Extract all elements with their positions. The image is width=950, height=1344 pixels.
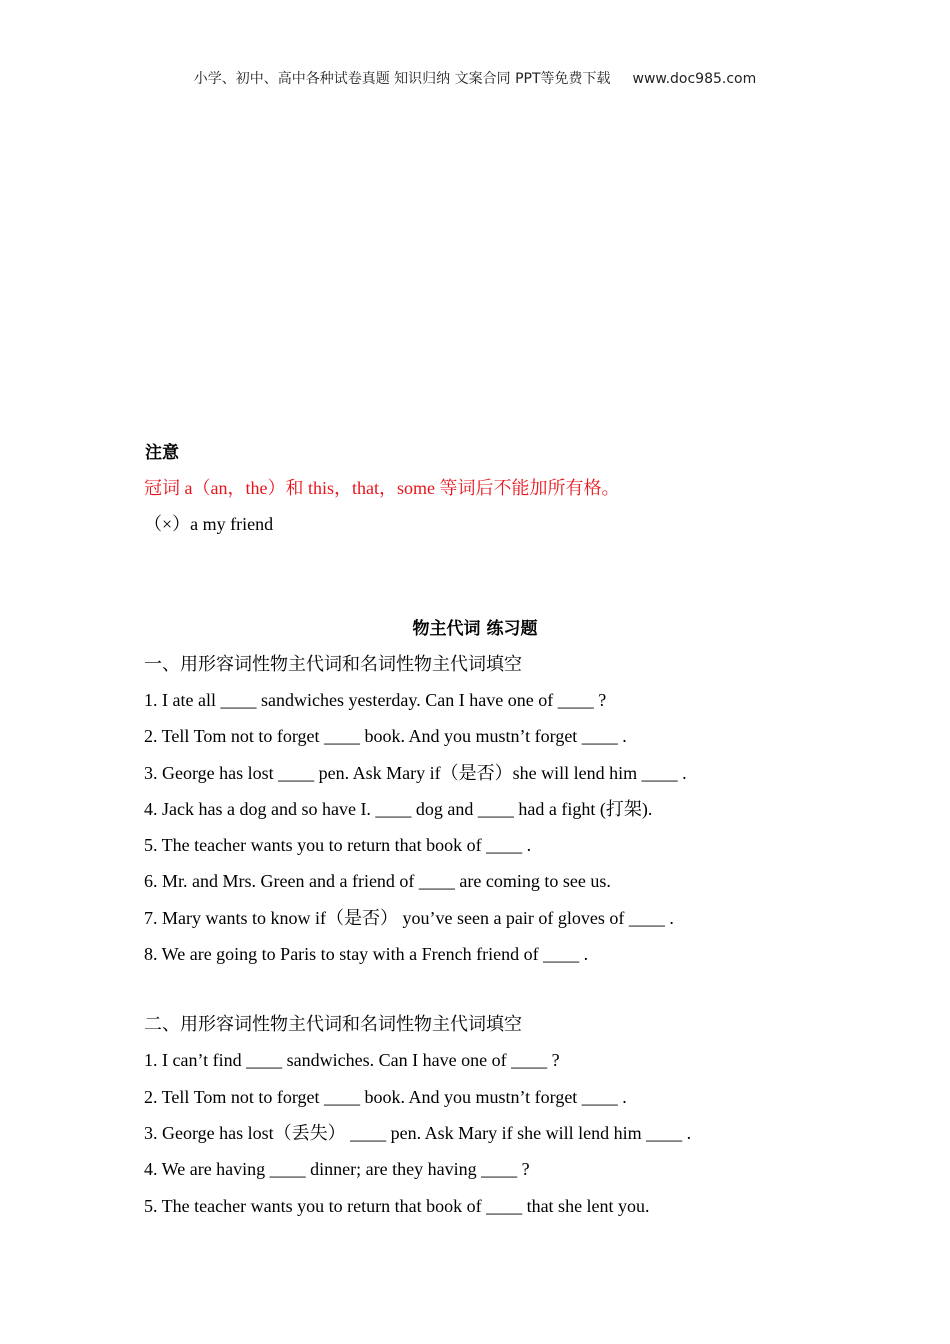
exercise-item: 2. Tell Tom not to forget ____ book. And you mustn’t forget ____ . [144,726,627,747]
exercise-item: 7. Mary wants to know if（是否） you’ve seen a pair of gloves of ____ . [144,907,674,928]
exercise-part-2 [144,1006,864,1223]
exercise-item: 5. The teacher wants you to return that book of ____ . [144,835,532,856]
exercise-item: 6. Mr. and Mrs. Green and a friend of ____ are coming to see us. [144,871,611,892]
part-2-heading: 二、用形容词性物主代词和名词性物主代词填空 [144,1014,522,1035]
exercise-title: 物主代词 练习题 [412,619,538,639]
exercise-item: 4. We are having ____ dinner; are they having ____ ? [144,1159,530,1180]
exercise-item: 3. George has lost（丢失） ____ pen. Ask Mary if she will lend him ____ . [144,1122,692,1143]
header-url: www.doc985.com [632,71,757,87]
notice-title: 注意 [145,443,179,463]
exercise-item: 1. I ate all ____ sandwiches yesterday. Can I have one of ____ ? [144,690,607,710]
document-body [144,438,864,1224]
header-text: 小学、初中、高中各种试卷真题 知识归纳 文案合同 PPT等免费下载 [193,71,611,87]
exercise-item: 3. George has lost ____ pen. Ask Mary if（是否）she will lend him ____ . [144,762,687,783]
part-1-heading: 一、用形容词性物主代词和名词性物主代词填空 [144,654,522,674]
notice-example: （×）a my friend [144,514,274,534]
exercise-item: 1. I can’t find ____ sandwiches. Can I have one of ____ ? [144,1050,560,1071]
exercise-item: 5. The teacher wants you to return that book of ____ that she lent you. [144,1195,650,1216]
exercise-item: 4. Jack has a dog and so have I. ____ dog and ____ had a fight (打架). [144,798,653,819]
exercise-part-1 [144,646,864,972]
notice-rule: 冠词 a（an，the）和 this，that，some 等词后不能加所有格。 [144,478,620,498]
page-header [0,68,950,88]
exercise-item: 2. Tell Tom not to forget ____ book. And you mustn’t forget ____ . [144,1086,627,1107]
exercise-item: 8. We are going to Paris to stay with a French friend of ____ . [144,944,589,965]
